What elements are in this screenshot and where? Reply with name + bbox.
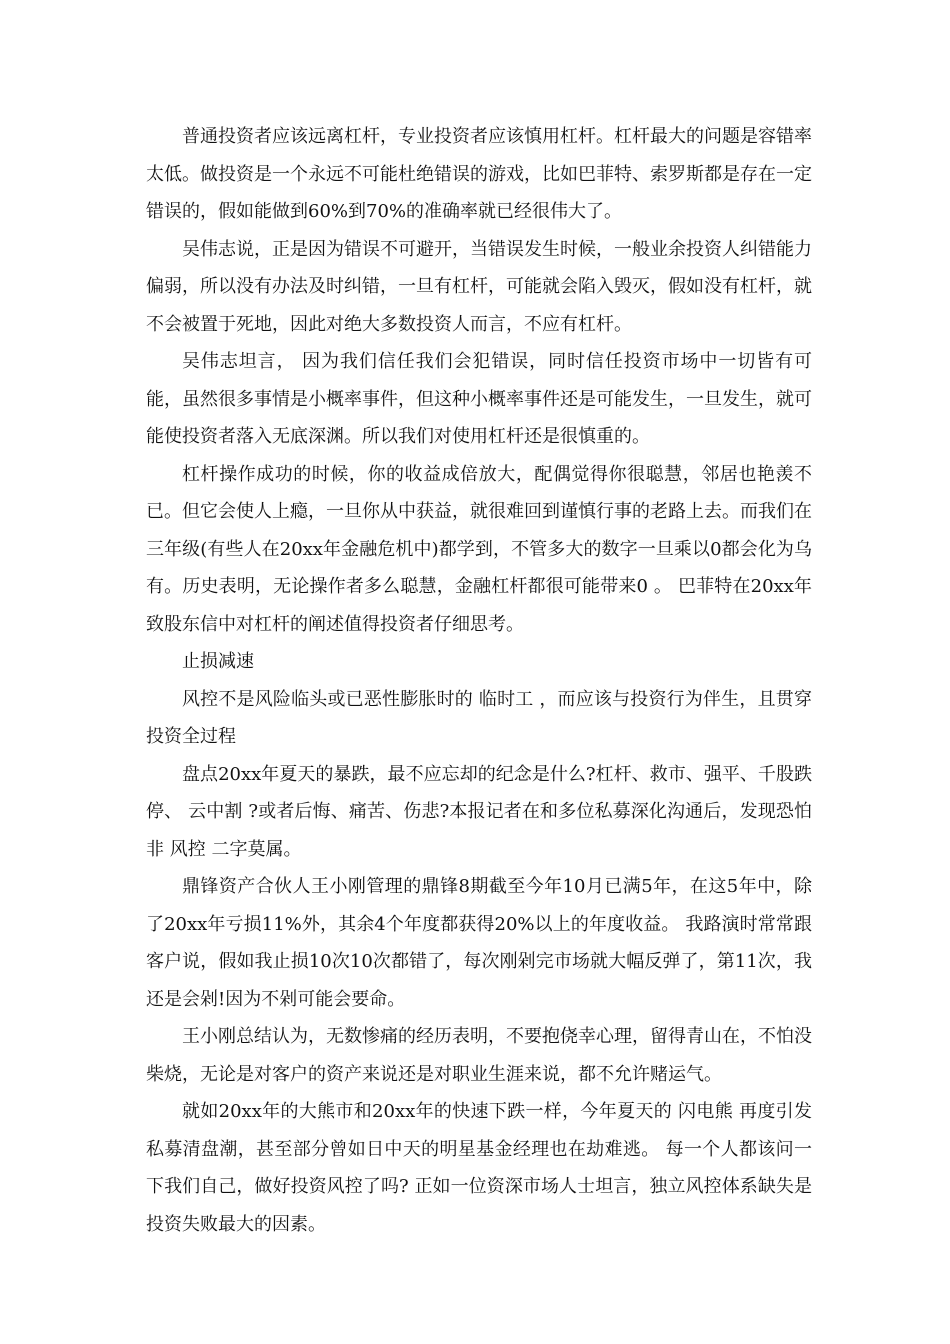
paragraph-leverage-intro: 普通投资者应该远离杠杆，专业投资者应该慎用杠杆。杠杆最大的问题是容错率太低。做投资是一个永远不可能杜绝错误的游戏，比如巴菲特、索罗斯都是存在一定错误的，假如能做到60%到70%的准确率就已经很伟大了。 bbox=[146, 126, 812, 222]
document-page bbox=[146, 118, 812, 1243]
paragraph-summer-crash: 盘点20xx年夏天的暴跌，最不应忘却的纪念是什么?杠杆、救市、强平、千股跌停、 云中割 ?或者后悔、痛苦、伤悲?本报记者在和多位私募深化沟通后，发现恐怕非 风控 二字莫属。 bbox=[146, 763, 812, 860]
section-heading: 止损减速 bbox=[182, 651, 254, 672]
paragraph-leverage-success: 杠杆操作成功的时候，你的收益成倍放大，配偶觉得你很聪慧，邻居也艳羡不已。但它会使人上瘾，一旦你从中获益，就很难回到谨慎行事的老路上去。而我们在三年级(有些人在20xx年金融危机中)都学到，不管多大的数字一旦乘以0都会化为乌有。历史表明，无论操作者多么聪慧，金融杠杆都很可能带来0 。 巴菲特在20xx年致股东信中对杠杆的阐述值得投资者仔细思考。 bbox=[146, 463, 812, 635]
paragraph-risk-control: 风控不是风险临头或已恶性膨胀时的 临时工 ，而应该与投资行为伴生，且贯穿投资全过程 bbox=[146, 688, 812, 747]
paragraph-wu-weizhi-admits: 吴伟志坦言， 因为我们信任我们会犯错误，同时信任投资市场中一切皆有可能，虽然很多事情是小概率事件，但这种小概率事件还是可能发生，一旦发生，就可能使投资者落入无底深渊。所以我们对使用杠杆还是很慎重的。 bbox=[146, 351, 812, 447]
paragraph-dingfeng: 鼎锋资产合伙人王小刚管理的鼎锋8期截至今年10月已满5年，在这5年中，除了20xx年亏损11%外，其余4个年度都获得20%以上的年度收益。 我路演时常常跟客户说，假如我止损10次10次都错了，每次刚剁完市场就大幅反弹了，第11次，我还是会剁!因为不剁可能会要命。 bbox=[146, 876, 812, 1010]
paragraph-wu-weizhi-says: 吴伟志说，正是因为错误不可避开，当错误发生时候，一般业余投资人纠错能力偏弱，所以没有办法及时纠错，一旦有杠杆，可能就会陷入毁灭，假如没有杠杆，就不会被置于死地，因此对绝大多数投资人而言，不应有杠杆。 bbox=[146, 238, 812, 335]
paragraph-bear-market: 就如20xx年的大熊市和20xx年的快速下跌一样，今年夏天的 闪电熊 再度引发私募清盘潮，甚至部分曾如日中天的明星基金经理也在劫难逃。 每一个人都该问一下我们自己，做好投资风控了吗? 正如一位资深市场人士坦言，独立风控体系缺失是投资失败最大的因素。 bbox=[146, 1101, 812, 1235]
paragraph-wang-xiaogang: 王小刚总结认为，无数惨痛的经历表明，不要抱侥幸心理，留得青山在，不怕没柴烧，无论是对客户的资产来说还是对职业生涯来说，都不允许赌运气。 bbox=[146, 1026, 812, 1085]
